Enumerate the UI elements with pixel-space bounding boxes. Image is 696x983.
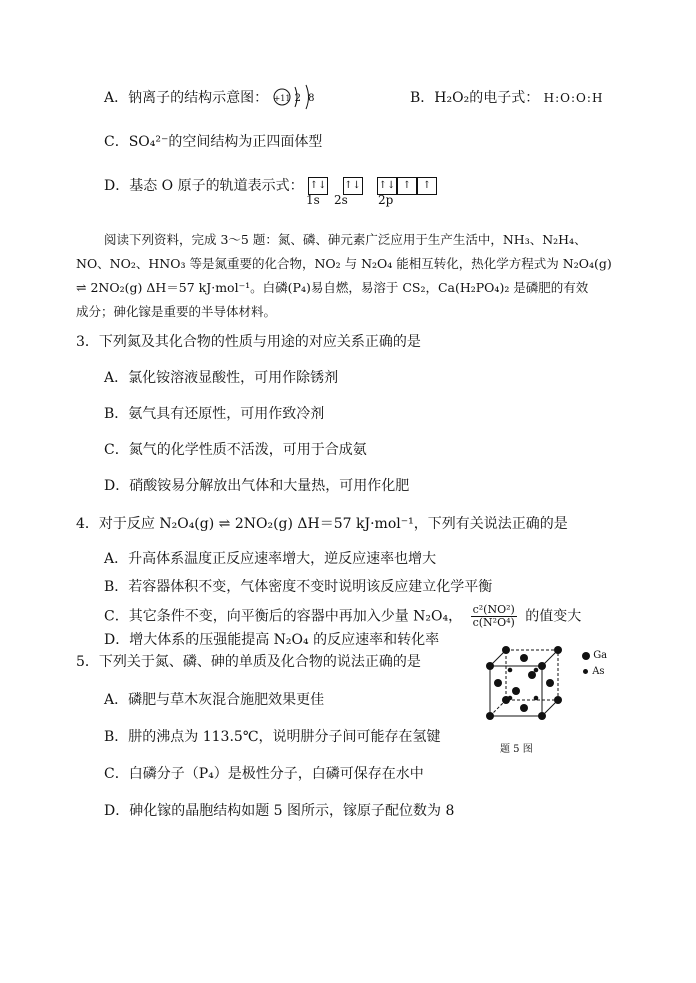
passage-line-3: ⇌ 2NO₂(g) ΔH＝57 kJ·mol⁻¹。白磷(P₄)易自燃，易溶于 CS₂，Ca(H₂PO₄)₂ 是磷肥的有效 [76, 280, 589, 295]
legend-ga [582, 650, 607, 661]
orbital-label-2p: 2p [378, 193, 394, 207]
orbital-1s: ↑↓ [308, 176, 328, 196]
orbital-label-1s: 1s [306, 193, 320, 207]
q2-a-text: 钠离子的结构示意图： [128, 90, 269, 106]
electron-formula: H:O:O:H [543, 91, 604, 105]
as-dot-icon [583, 669, 588, 674]
sodium-ion-diagram [273, 88, 317, 108]
passage-line-2: NO、NO₂、HNO₃ 等是氮重要的化合物，NO₂ 与 N₂O₄ 能相互转化，热化学方程式为 N₂O₄(g) [76, 256, 612, 271]
q2-c-label: C． [104, 134, 129, 150]
gaas-unit-cell-figure [476, 640, 616, 760]
orbital-2p: ↑↓ ↑ ↑ [377, 176, 437, 196]
unit-cell-diagram [476, 640, 586, 730]
orbital-label-2s: 2s [334, 193, 348, 207]
ratio-denominator: c(N²O⁴) [472, 616, 515, 629]
orbital-2s: ↑↓ [343, 176, 363, 196]
q5-option-b: B．肼的沸点为 113.5℃，说明肼分子间可能存在氢键 [104, 729, 441, 745]
q2-b-text: H₂O₂的电子式： [434, 90, 540, 106]
passage-line-4: 成分；砷化镓是重要的半导体材料。 [76, 304, 277, 319]
q3-option-c: C．氮气的化学性质不活泼，可用于合成氨 [104, 442, 367, 458]
q4-option-a: A．升高体系温度正反应速率增大，逆反应速率也增大 [104, 551, 437, 567]
q2-c-text: SO₄²⁻的空间结构为正四面体型 [128, 134, 323, 150]
passage-line-1: 阅读下列资料，完成 3～5 题：氮、磷、砷元素广泛应用于生产生活中，NH₃、N₂H₄、 [104, 232, 587, 247]
q2-d-text: 基态 O 原子的轨道表示式： [129, 178, 304, 194]
q3-option-b: B．氨气具有还原性，可用作致冷剂 [104, 406, 325, 422]
q4-option-b: B．若容器体积不变，气体密度不变时说明该反应建立化学平衡 [104, 579, 493, 595]
q4-option-d: D．增大体系的压强能提高 N₂O₄ 的反应速率和转化率 [104, 632, 440, 648]
ratio-numerator: c²(NO²) [472, 603, 515, 616]
q5-option-a: A．磷肥与草木灰混合施肥效果更佳 [104, 692, 325, 708]
q4-stem: 4．对于反应 N₂O₄(g) ⇌ 2NO₂(g) ΔH＝57 kJ·mol⁻¹，下列有关说法正确的是 [76, 516, 568, 532]
q3-stem: 3．下列氮及其化合物的性质与用途的对应关系正确的是 [76, 334, 421, 350]
q5-stem: 5．下列关于氮、磷、砷的单质及化合物的说法正确的是 [76, 654, 421, 670]
q3-option-d: D．硝酸铵易分解放出气体和大量热，可用作化肥 [104, 478, 410, 494]
legend-ga-label: Ga [593, 650, 608, 661]
q5-option-d: D．砷化镓的晶胞结构如题 5 图所示，镓原子配位数为 8 [104, 803, 455, 819]
ga-dot-icon [582, 652, 590, 660]
electron-shells: 2 8 [294, 93, 317, 104]
concentration-ratio [471, 604, 517, 629]
q2-option-a [104, 88, 317, 108]
q2-option-c [104, 132, 322, 152]
reading-passage [104, 228, 664, 252]
q2-b-label: B． [410, 90, 435, 106]
q2-option-d [104, 176, 447, 196]
q2-a-label: A． [104, 90, 129, 106]
nucleus-charge: +11 [273, 94, 291, 103]
q2-d-label: D． [104, 178, 130, 194]
q4-c-pre: C．其它条件不变，向平衡后的容器中再加入少量 N₂O₄， [104, 608, 463, 625]
q4-c-post: 的值变大 [525, 608, 582, 625]
figure-caption: 题 5 图 [500, 744, 533, 755]
q5-option-c: C．白磷分子（P₄）是极性分子，白磷可保存在水中 [104, 766, 424, 782]
q4-option-c [104, 604, 581, 629]
legend-as-label: As [592, 666, 605, 677]
q3-option-a: A．氯化铵溶液显酸性，可用作除锈剂 [104, 370, 339, 386]
reading-passage-cont [76, 252, 632, 324]
legend-as [582, 666, 605, 677]
q2-option-b [410, 88, 603, 108]
